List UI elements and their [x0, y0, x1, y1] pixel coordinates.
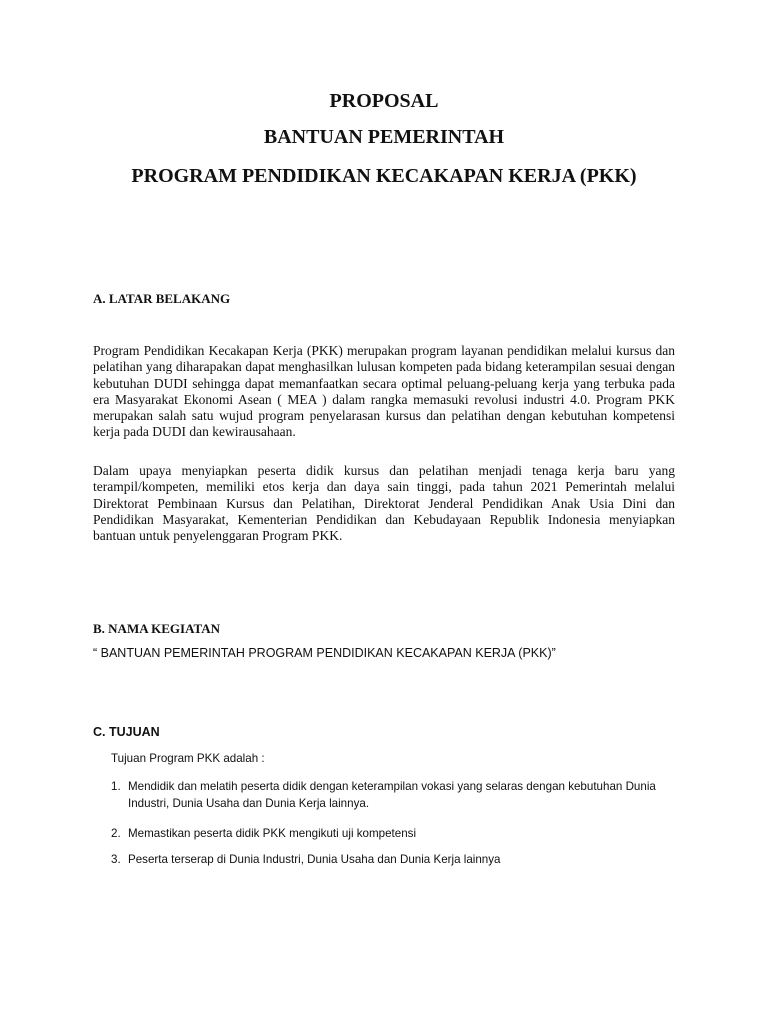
title-bantuan-pemerintah: BANTUAN PEMERINTAH [263, 126, 505, 148]
goal-text: Memastikan peserta didik PKK mengikuti uji kompetensi [128, 827, 417, 840]
goal-number: 2. [111, 827, 121, 840]
section-c-heading: C. TUJUAN [93, 725, 160, 739]
goal-text: Peserta terserap di Dunia Industri, Dunia Usaha dan Dunia Kerja lainnya [128, 853, 501, 866]
goals-intro: Tujuan Program PKK adalah : [111, 752, 265, 765]
goal-number: 1. [111, 780, 121, 793]
goal-item-3 [111, 851, 691, 868]
section-a-paragraph-2: Dalam upaya menyiapkan peserta didik kursus dan pelatihan menjadi tenaga kerja baru yang terampil/kompeten, memiliki etos kerja dan daya sain tinggi, pada tahun 2021 Pemerintah melalui Direktorat Pembinaan Kursus dan Pelatihan, Direktorat Jenderal Pendidikan Anak Usia Dini dan Pendidikan Masyarakat, Kementerian Pendidikan dan Kebudayaan Republik Indonesia menyiapkan bantuan untuk penyelenggaran Program PKK. [93, 463, 675, 544]
section-a-heading: A. LATAR BELAKANG [93, 291, 231, 306]
section-b-heading: B. NAMA KEGIATAN [93, 621, 220, 636]
goal-number: 3. [111, 853, 121, 866]
goal-item-1 [111, 778, 691, 812]
goal-item-2 [111, 825, 691, 842]
goal-text: Mendidik dan melatih peserta didik dengan keterampilan vokasi yang selaras dengan kebutuhan Dunia Industri, Dunia Usaha dan Dunia Kerja lainnya. [128, 780, 656, 810]
section-a-paragraph-1: Program Pendidikan Kecakapan Kerja (PKK) merupakan program layanan pendidikan melalui kursus dan pelatihan yang diharapakan dapat menghasilkan lulusan kompeten pada bidang keterampilan sesuai dengan kebutuhan DUDI sehingga dapat memanfaatkan secara optimal peluang-peluang kerja yang terbuka pada era Masyarakat Ekonomi Asean ( MEA ) dalam rangka memasuki revolusi industri 4.0. Program PKK merupakan salah satu wujud program penyelarasan kursus dan pelatihan dengan kebutuhan kompetensi kerja pada DUDI dan kewirausahaan. [93, 343, 675, 440]
title-proposal: PROPOSAL [329, 90, 439, 112]
title-program-pkk: PROGRAM PENDIDIKAN KECAKAPAN KERJA (PKK) [131, 165, 637, 187]
activity-name: “ BANTUAN PEMERINTAH PROGRAM PENDIDIKAN KECAKAPAN KERJA (PKK)” [93, 646, 556, 660]
